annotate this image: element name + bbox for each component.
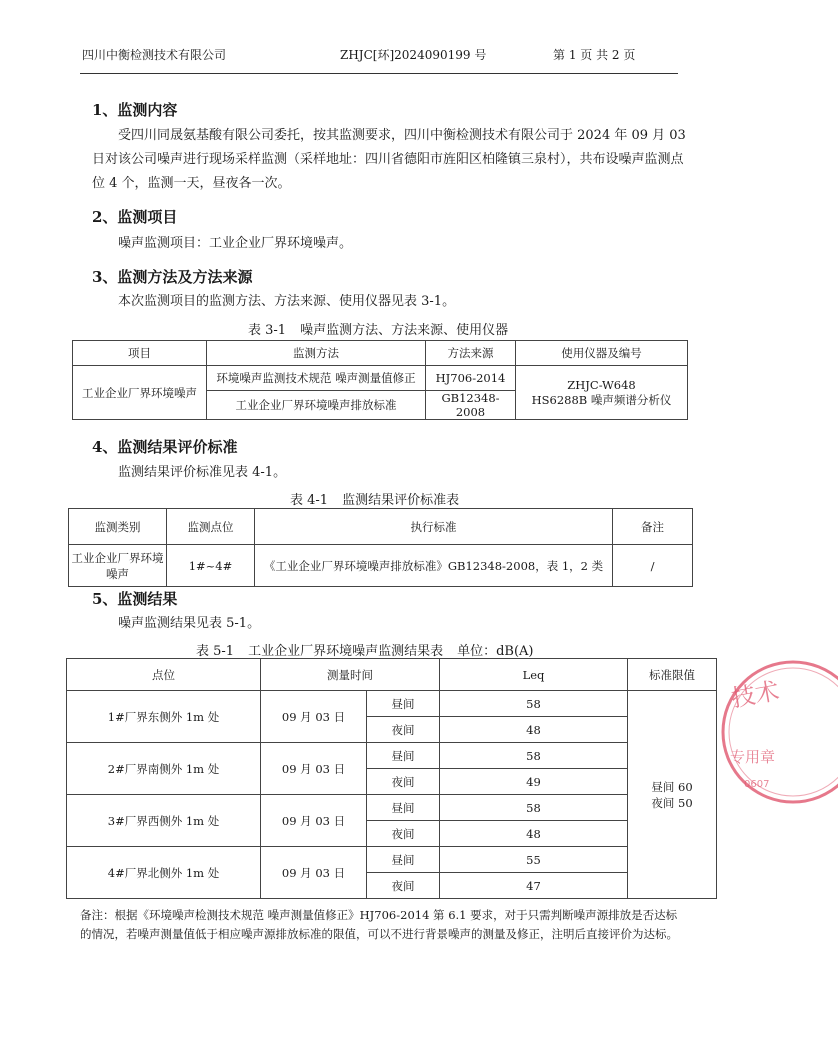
table-row-leq: 48: [440, 717, 628, 743]
table-4-1-category: 工业企业厂界环境噪声: [69, 545, 167, 587]
table-row-period: 夜间: [367, 873, 440, 899]
table-3-1-instrument: [516, 366, 688, 420]
header-rule: [80, 73, 678, 74]
table-row-date: 09 月 03 日: [261, 847, 367, 899]
table-3-1-header-source: 方法来源: [426, 341, 516, 366]
table-row-leq: 47: [440, 873, 628, 899]
section-2-text: 噪声监测项目：工业企业厂界环境噪声。: [118, 236, 353, 251]
section-3-text: 本次监测项目的监测方法、方法来源、使用仪器见表 3-1。: [118, 294, 456, 309]
header-company: 四川中衡检测技术有限公司: [82, 48, 227, 62]
table-4-1-header-standard: 执行标准: [255, 509, 613, 545]
footnote: 备注：根据《环境噪声检测技术规范 噪声测量值修正》HJ706-2014 第 6.1 要求，对于只需判断噪声源排放是否达标的情况，若噪声测量值低于相应噪声源排放标准的限值，可以不进行背景噪声的测量及修正，注明后直接评价为达标。: [80, 908, 678, 941]
section-1-text: 受四川同晟氨基酸有限公司委托，按其监测要求，四川中衡检测技术有限公司于 2024 年 09 月 03 日对该公司噪声进行现场采样监测（采样地址：四川省德阳市旌阳区柏隆镇三泉村），共布设噪声监测点位 4 个，监测一天，昼夜各一次。: [92, 128, 686, 191]
table-5-1-unit: 单位：dB(A): [457, 644, 534, 659]
table-3-1-method: 环境噪声监测技术规范 噪声测量值修正: [207, 366, 426, 391]
table-3-1-item: 工业企业厂界环境噪声: [73, 366, 207, 420]
table-3-1: [72, 340, 688, 420]
table-4-1-header-remark: 备注: [613, 509, 693, 545]
header-report-number: ZHJC[环]2024090199 号: [340, 48, 487, 62]
section-3-title: 3、监测方法及方法来源: [92, 268, 253, 286]
table-row-site: 4#厂界北侧外 1m 处: [67, 847, 261, 899]
partial-red-seal-icon: [718, 650, 838, 810]
table-3-1-method: 工业企业厂界环境噪声排放标准: [207, 391, 426, 420]
table-row-leq: 58: [440, 743, 628, 769]
table-row-leq: 55: [440, 847, 628, 873]
table-3-1-title: 噪声监测方法、方法来源、使用仪器: [300, 323, 509, 338]
table-5-1-header-leq: Leq: [440, 659, 628, 691]
section-4-text: 监测结果评价标准见表 4-1。: [118, 465, 287, 480]
table-4-1-remark: /: [613, 545, 693, 587]
table-5-1-header-site: 点位: [67, 659, 261, 691]
table-4-1-title: 监测结果评价标准表: [342, 493, 460, 508]
limit-day: 昼间 60: [651, 779, 693, 794]
section-4-title: 4、监测结果评价标准: [92, 438, 238, 456]
instrument-code: ZHJC-W648: [567, 377, 636, 392]
section-5-title: 5、监测结果: [92, 590, 178, 608]
table-row-site: 3#厂界西侧外 1m 处: [67, 795, 261, 847]
section-2-title: 2、监测项目: [92, 208, 178, 226]
table-row-site: 2#厂界南侧外 1m 处: [67, 743, 261, 795]
table-row-date: 09 月 03 日: [261, 691, 367, 743]
table-5-1-header-limit: 标准限值: [628, 659, 717, 691]
table-row-date: 09 月 03 日: [261, 795, 367, 847]
table-5-1-title: 工业企业厂界环境噪声监测结果表: [248, 644, 444, 659]
table-row-period: 夜间: [367, 717, 440, 743]
table-4-1-header-points: 监测点位: [167, 509, 255, 545]
instrument-name: HS6288B 噪声频谱分析仪: [531, 392, 672, 407]
limit-night: 夜间 50: [651, 795, 693, 810]
table-row-period: 昼间: [367, 691, 440, 717]
table-3-1-caption: [248, 322, 522, 340]
seal-text-1: 技术: [729, 676, 782, 713]
table-3-1-source: HJ706-2014: [426, 366, 516, 391]
table-4-1-number: 表 4-1: [290, 493, 329, 508]
table-4-1-header-category: 监测类别: [69, 509, 167, 545]
table-row-leq: 58: [440, 691, 628, 717]
table-row-leq: 49: [440, 769, 628, 795]
table-5-1-body: [66, 658, 717, 899]
table-5-1-number: 表 5-1: [196, 644, 235, 659]
table-row-leq: 58: [440, 795, 628, 821]
table-row-date: 09 月 03 日: [261, 743, 367, 795]
table-row-period: 昼间: [367, 795, 440, 821]
seal-text-2: 专用章: [730, 748, 776, 766]
table-5-1-limit: [628, 691, 717, 899]
table-4-1-points: 1#~4#: [167, 545, 255, 587]
table-row-leq: 48: [440, 821, 628, 847]
table-5-1-header-time: 测量时间: [261, 659, 440, 691]
table-row-period: 夜间: [367, 821, 440, 847]
seal-text-3: 0607: [744, 779, 770, 790]
section-1-title: 1、监测内容: [92, 101, 178, 119]
table-4-1-standard: 《工业企业厂界环境噪声排放标准》GB12348-2008，表 1，2 类: [255, 545, 613, 587]
table-4-1: [68, 508, 693, 587]
table-3-1-header-method: 监测方法: [207, 341, 426, 366]
header-page-number: 第 1 页 共 2 页: [553, 48, 636, 62]
section-5-text: 噪声监测结果见表 5-1。: [118, 616, 261, 631]
table-3-1-source: GB12348-2008: [426, 391, 516, 420]
table-row-site: 1#厂界东侧外 1m 处: [67, 691, 261, 743]
table-row-period: 昼间: [367, 847, 440, 873]
table-3-1-header-item: 项目: [73, 341, 207, 366]
table-row-period: 夜间: [367, 769, 440, 795]
table-3-1-header-instrument: 使用仪器及编号: [516, 341, 688, 366]
table-3-1-number: 表 3-1: [248, 323, 287, 338]
table-row-period: 昼间: [367, 743, 440, 769]
